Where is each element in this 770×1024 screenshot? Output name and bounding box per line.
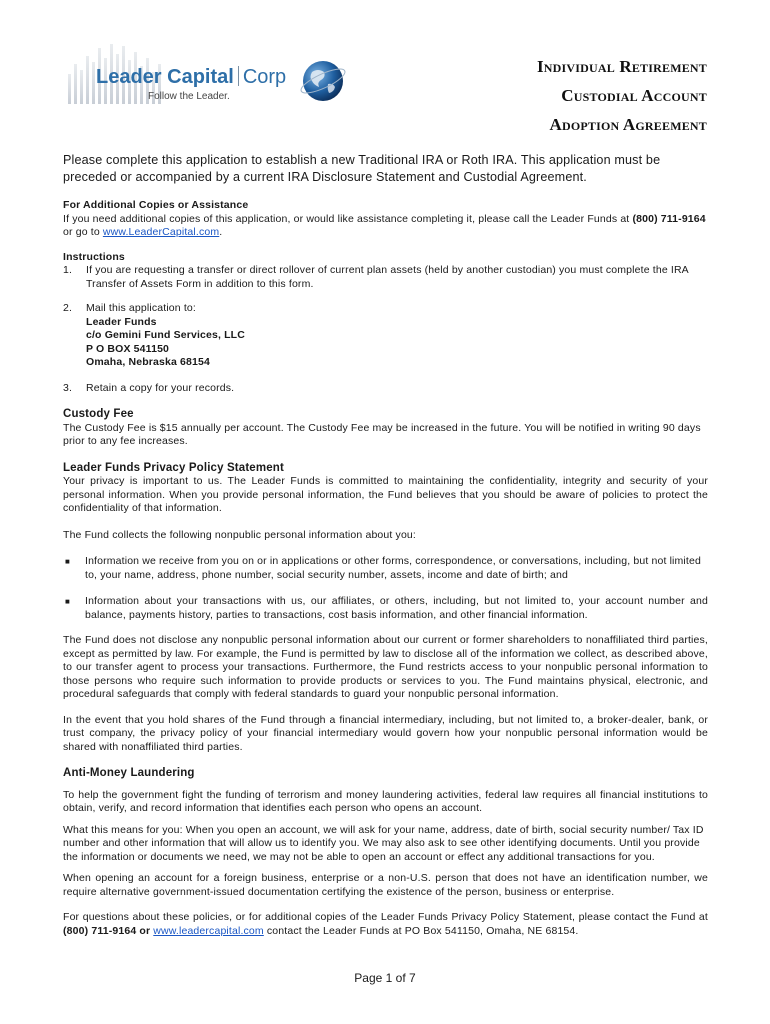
page-number: Page 1 of 7 xyxy=(354,971,416,985)
title-line-3: Adoption Agreement xyxy=(549,115,707,134)
privacy-section xyxy=(63,462,708,755)
phone-number: (800) 711-9164 xyxy=(632,212,706,225)
aml-paragraph: What this means for you: When you open an account, we will ask for your name, address, date of birth, social security number/ Tax ID number and other information that will allow us to identify you. We may also ask to see other identifying documents. Until you provide the information or documents we need, we may not be able to open an account or effect any additional transactions for you. xyxy=(63,823,704,863)
mailing-address: Leader Funds c/o Gemini Fund Services, LLC P O BOX 541150 Omaha, Nebraska 68154 xyxy=(86,315,245,368)
privacy-paragraph: In the event that you hold shares of the Fund through a financial intermediary, including, but not limited to, a broker-dealer, bank, or trust company, the privacy policy of your financial intermediary would govern how your nonpublic personal information would be shared with nonaffiliated third parties. xyxy=(63,713,708,753)
document-title xyxy=(537,52,707,139)
copies-text: If you need additional copies of this application, or would like assistance completing it, please call the Leader Funds at (800) 711-9164 or go to www.LeaderCapital.com. xyxy=(63,212,706,238)
list-item: 1. If you are requesting a transfer or direct rollover of current plan assets (held by another custodian) you must complete the IRA Transfer of Assets Form in addition to this form. xyxy=(63,264,689,290)
list-item: 2. Mail this application to: Leader Funds c/o Gemini Fund Services, LLC P O BOX 541150 Omaha, Nebraska 68154 xyxy=(63,302,708,370)
list-item: ■ Information we receive from you on or in applications or other forms, correspondence, or conversations, including, but not limited to, your name, address, phone number, social security number, assets, income and date of birth; and xyxy=(65,555,701,581)
bullet-icon: ■ xyxy=(65,557,70,566)
privacy-paragraph: The Fund does not disclose any nonpublic personal information about our current or former shareholders to nonaffiliated third parties, except as permitted by law. For example, the Fund is permitted by law to disclose all of the information we collect, as described above, to our transfer agent to process your transactions. Furthermore, the Fund restricts access to your nonpublic personal information to those persons who require such information to provide products or services to you. The Fund maintains physical, electronic, and procedural safeguards that comply with federal standards to guard your nonpublic personal information. xyxy=(63,634,708,700)
instructions-heading: Instructions xyxy=(63,250,125,263)
aml-paragraph: For questions about these policies, or for additional copies of the Leader Funds Privacy Policy Statement, please contact the Fund at (800) 711-9164 or www.leadercapital.com contact the Leader Funds at PO Box 541150, Omaha, NE 68154. xyxy=(63,911,708,937)
logo-tagline: Follow the Leader. xyxy=(148,91,230,102)
custody-heading: Custody Fee xyxy=(63,408,134,420)
privacy-paragraph: Your privacy is important to us. The Leader Funds is committed to maintaining the confidentiality, integrity and security of your personal information. When you provide personal information, the Fund believes that you should be aware of policies to protect the confidentiality of that information. xyxy=(63,475,708,514)
website-link[interactable]: www.LeaderCapital.com xyxy=(102,226,220,238)
company-logo xyxy=(58,42,358,112)
privacy-heading: Leader Funds Privacy Policy Statement xyxy=(63,461,284,474)
list-item: 3. Retain a copy for your records. xyxy=(63,381,235,394)
title-line-2: Custodial Account xyxy=(561,86,707,105)
aml-heading: Anti-Money Laundering xyxy=(63,767,195,779)
copies-heading: For Additional Copies or Assistance xyxy=(63,199,249,211)
custody-section xyxy=(63,408,708,449)
instructions-section xyxy=(63,251,708,396)
list-item: ■ Information about your transactions with us, our affiliates, or others, including, but not limited to, your account number and balance, payments history, parties to transactions, cost basis information, and other financial information. xyxy=(65,595,708,621)
document-body xyxy=(63,152,708,938)
aml-paragraph: To help the government fight the funding of terrorism and money laundering activities, federal law requires all financial institutions to obtain, verify, and record information that identifies each person who opens an account. xyxy=(63,788,708,814)
title-line-1: Individual Retirement xyxy=(536,57,707,76)
privacy-paragraph: The Fund collects the following nonpublic personal information about you: xyxy=(63,528,416,541)
copies-section xyxy=(63,199,708,240)
logo-name: Leader Capital Corp xyxy=(96,66,287,88)
bullet-icon: ■ xyxy=(65,597,70,606)
custody-text: The Custody Fee is $15 annually per account. The Custody Fee may be increased in the future. You will be notified in writing 90 days prior to any fee increases. xyxy=(63,421,701,447)
globe-icon xyxy=(298,56,348,106)
phone-number: (800) 711-9164 or xyxy=(63,924,151,937)
intro-paragraph: Please complete this application to establish a new Traditional IRA or Roth IRA. This application must be preceded or accompanied by a current IRA Disclosure Statement and Custodial Agreement. xyxy=(63,153,661,184)
aml-section xyxy=(63,767,708,938)
website-link[interactable]: www.leadercapital.com xyxy=(153,924,264,937)
aml-paragraph: When opening an account for a foreign business, enterprise or a non-U.S. person that does not have an identification number, we require alternative government-issued documentation certifying the existence of the person, business or enterprise. xyxy=(63,872,708,898)
